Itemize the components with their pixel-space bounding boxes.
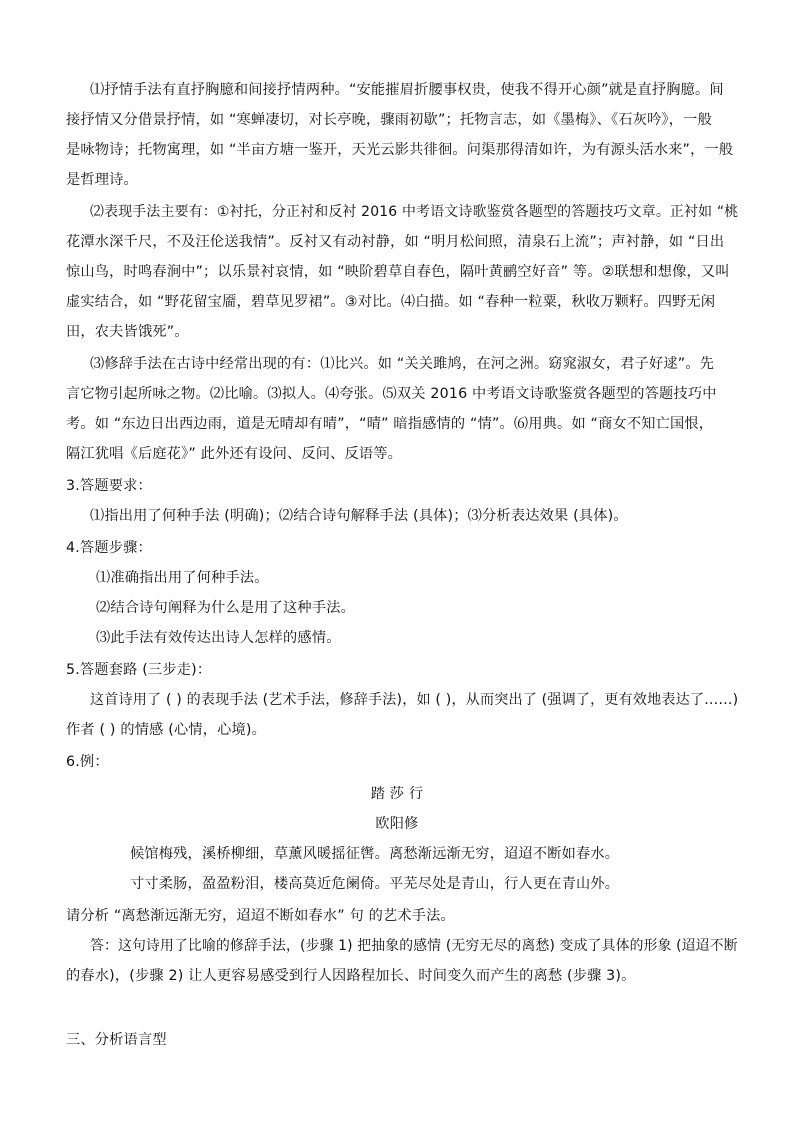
item2-line2: 花潭水深千尺，不及汪伦送我情”。反衬又有动衬静，如 “明月松间照，清泉石上流”；声衬静，如 “日出 — [66, 234, 725, 250]
answer-line1: 答：这句诗用了比喻的修辞手法，(步骤 1) 把抽象的感情 (无穷无尽的离愁) 变成了具体的形象 (迢迢不断 — [90, 938, 738, 954]
answer-line2: 的春水)，(步骤 2) 让人更容易感受到行人因路程加长、时间变久而产生的离愁 (步骤 3)。 — [66, 968, 636, 984]
section4-step1: ⑴准确指出用了何种手法。 — [96, 570, 269, 586]
item1-line1: ⑴抒情手法有直抒胸臆和间接抒情两种。“安能摧眉折腰事权贵，使我不得开心颜”就是直抒胸臆。间 — [90, 82, 724, 98]
item3-line4: 隔江犹唱《后庭花》” 此外还有设问、反问、反语等。 — [66, 446, 403, 462]
section4-step2: ⑵结合诗句阐释为什么是用了这种手法。 — [96, 600, 355, 616]
item2-line1: ⑵表现手法主要有：①衬托，分正衬和反衬 2016 中考语文诗歌鉴赏各题型的答题技巧文章。正衬如 “桃 — [90, 204, 739, 220]
section4-step3: ⑶此手法有效传达出诗人怎样的感情。 — [96, 630, 341, 646]
poem-line1: 候馆梅残，溪桥柳细，草薰风暖摇征辔。离愁渐远渐无穷，迢迢不断如春水。 — [130, 846, 620, 862]
item1-line3: 是咏物诗；托物寓理，如 “半亩方塘一鉴开，天光云影共徘徊。问渠那得清如许，为有源头活水来”，一般 — [66, 142, 734, 158]
section5-line1: 这首诗用了 ( ) 的表现手法 (艺术手法，修辞手法)，如 ( )，从而突出了 (强调了，更有效地表达了……) — [90, 692, 739, 708]
section-heading-language: 三、分析语言型 — [66, 1032, 167, 1048]
item1-line2: 接抒情又分借景抒情，如 “寒蝉凄切，对长亭晚，骤雨初歇”；托物言志，如《墨梅》、《石灰吟》，一般 — [66, 112, 712, 128]
poem-title: 踏 莎 行 — [370, 786, 424, 802]
poem-author: 欧阳修 — [375, 816, 419, 832]
item2-line4: 虚实结合，如 “野花留宝靥，碧草见罗裙”。③对比。⑷白描。如 “春种一粒粟，秋收万颗籽。四野无闲 — [66, 294, 716, 310]
item3-line3: 考。如 “东边日出西边雨，道是无晴却有晴”，“晴” 暗指感情的 “情”。⑹用典。如 “商女不知亡国恨， — [66, 416, 714, 432]
section4-heading: 4.答题步骤： — [66, 540, 152, 556]
item1-line4: 是哲理诗。 — [66, 172, 138, 188]
section6-heading: 6.例： — [66, 754, 109, 770]
item3-line1: ⑶修辞手法在古诗中经常出现的有：⑴比兴。如 “关关雎鸠，在河之洲。窈窕淑女，君子好逑”。先 — [90, 356, 715, 372]
section5-heading: 5.答题套路 (三步走)： — [66, 662, 212, 678]
section3-text: ⑴指出用了何种手法 (明确)；⑵结合诗句解释手法 (具体)；⑶分析表达效果 (具体)。 — [90, 508, 628, 524]
item2-line5: 田，农夫皆饿死”。 — [66, 324, 189, 340]
analysis-question: 请分析 “离愁渐远渐无穷，迢迢不断如春水” 句 的艺术手法。 — [66, 908, 455, 924]
item2-line3: 惊山鸟，时鸣春涧中”；以乐景衬哀情，如 “映阶碧草自春色，隔叶黄鹂空好音” 等。②联想和想像，又叫 — [66, 264, 730, 280]
item3-line2: 言它物引起所咏之物。⑵比喻。⑶拟人。⑷夸张。⑸双关 2016 中考语文诗歌鉴赏各题型的答题技巧中 — [66, 386, 717, 402]
poem-line2: 寸寸柔肠，盈盈粉泪，楼高莫近危阑倚。平芜尽处是青山，行人更在青山外。 — [130, 876, 620, 892]
section5-line2: 作者 ( ) 的情感 (心情，心境)。 — [66, 722, 267, 738]
section3-heading: 3.答题要求： — [66, 478, 152, 494]
